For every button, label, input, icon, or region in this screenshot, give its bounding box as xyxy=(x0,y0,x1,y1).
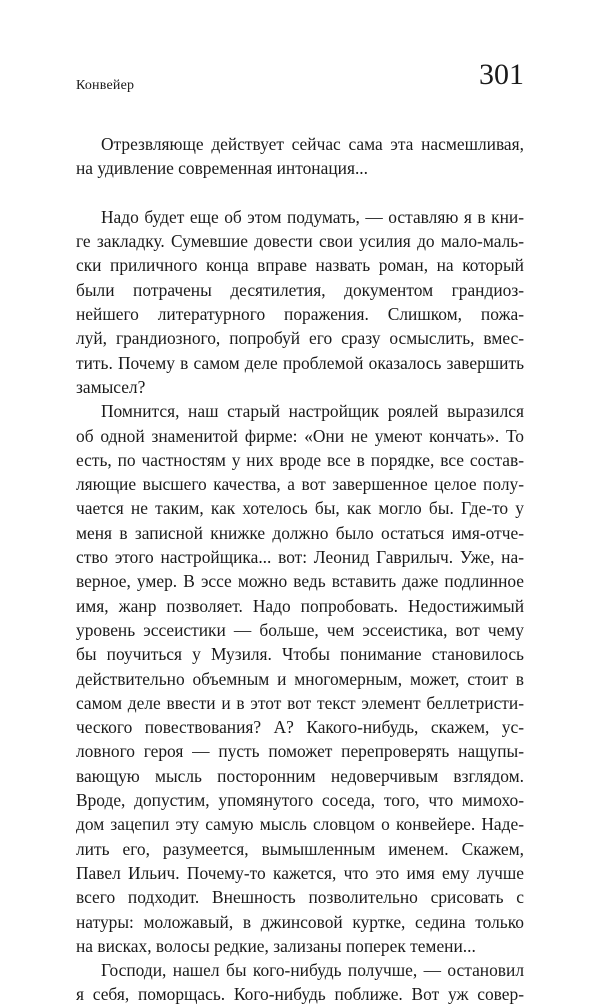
text-line: ческого повествования? А? Какого-нибудь, скажем, ус- xyxy=(76,717,524,738)
page-number: 301 xyxy=(479,58,524,91)
text-line: ски приличного конца вправе назвать роман, на который xyxy=(76,255,524,276)
paragraph-2 xyxy=(76,205,524,399)
text-line: ство этого настройщика... вот: Леонид Гаврилыч. Уже, на- xyxy=(76,547,524,568)
text-line: на удивление современная интонация... xyxy=(76,158,368,179)
text-line: были потрачены десятилетия, документом грандиоз- xyxy=(76,279,524,300)
text-line: бы поучиться у Музиля. Чтобы понимание становилось xyxy=(76,644,524,665)
text-line: верное, умер. В эссе можно ведь вставить даже подлинное xyxy=(76,571,524,592)
text-line: нейшего литературного поражения. Слишком, пожа- xyxy=(76,304,524,325)
text-line: Помнится, наш старый настройщик роялей выразился xyxy=(101,401,524,422)
text-line: имя, жанр позволяет. Надо попробовать. Недостижимый xyxy=(76,595,524,616)
text-line: Отрезвляюще действует сейчас сама эта насмешливая, xyxy=(101,134,524,154)
text-line: замысел? xyxy=(76,376,146,397)
text-line: всего подходит. Внешность позволительно срисовать с xyxy=(76,887,524,908)
text-line: Надо будет еще об этом подумать, — оставляю я в кни- xyxy=(101,206,524,227)
text-line: действительно объемным и многомерным, может, стоит в xyxy=(76,668,524,689)
text-line: ге закладку. Сумевшие довести свои усилия до мало-маль- xyxy=(76,231,524,252)
text-line: ловного героя — пусть поможет перепроверять нащупы- xyxy=(76,741,524,762)
text-line: лить его, разумеется, вымышленным именем. Скажем, xyxy=(76,838,524,859)
text-line: Господи, нашел бы кого-нибудь получше, — остановил xyxy=(101,960,524,981)
text-line: меня в записной книжке должно было остаться имя-отче- xyxy=(76,522,524,543)
text-line: тить. Почему в самом деле проблемой оказалось завершить xyxy=(76,352,524,373)
text-line: уровень эссеистики — больше, чем эссеистика, вот чему xyxy=(76,619,524,640)
text-line: чается не таким, как хотелось бы, как могло бы. Где-то у xyxy=(76,498,524,519)
text-line: вающую мысль посторонним недоверчивым взглядом. xyxy=(76,765,524,786)
text-line: я себя, поморщась. Кого-нибудь поближе. Вот уж совер- xyxy=(76,984,524,1005)
text-line: есть, по частностям у них вроде все в порядке, все состав- xyxy=(76,449,524,470)
paragraph-1 xyxy=(76,132,524,181)
running-head: Конвейер xyxy=(76,78,135,93)
paragraph-spacer xyxy=(76,181,524,205)
text-line: натуры: моложавый, в джинсовой куртке, седина только xyxy=(76,911,524,932)
text-line: ляющие высшего качества, а вот завершенное целое полу- xyxy=(76,474,524,495)
text-line: Вроде, допустим, упомянутого соседа, того, что мимохо- xyxy=(76,790,524,811)
paragraph-3 xyxy=(76,399,524,958)
text-line: на висках, волосы редкие, зализаны поперек темени... xyxy=(76,935,476,956)
text-line: Павел Ильич. Почему-то кажется, что это имя ему лучше xyxy=(76,862,524,883)
body-text xyxy=(76,132,524,1007)
text-line: луй, грандиозного, попробуй его сразу осмыслить, вмес- xyxy=(76,328,524,349)
text-line: самом деле ввести и в этот вот текст элемент беллетристи- xyxy=(76,692,524,713)
paragraph-4 xyxy=(76,958,524,1007)
text-line: дом зацепил эту самую мысль словцом о конвейере. Наде- xyxy=(76,814,524,835)
text-line: об одной знаменитой фирме: «Они не умеют кончать». То xyxy=(76,425,524,446)
